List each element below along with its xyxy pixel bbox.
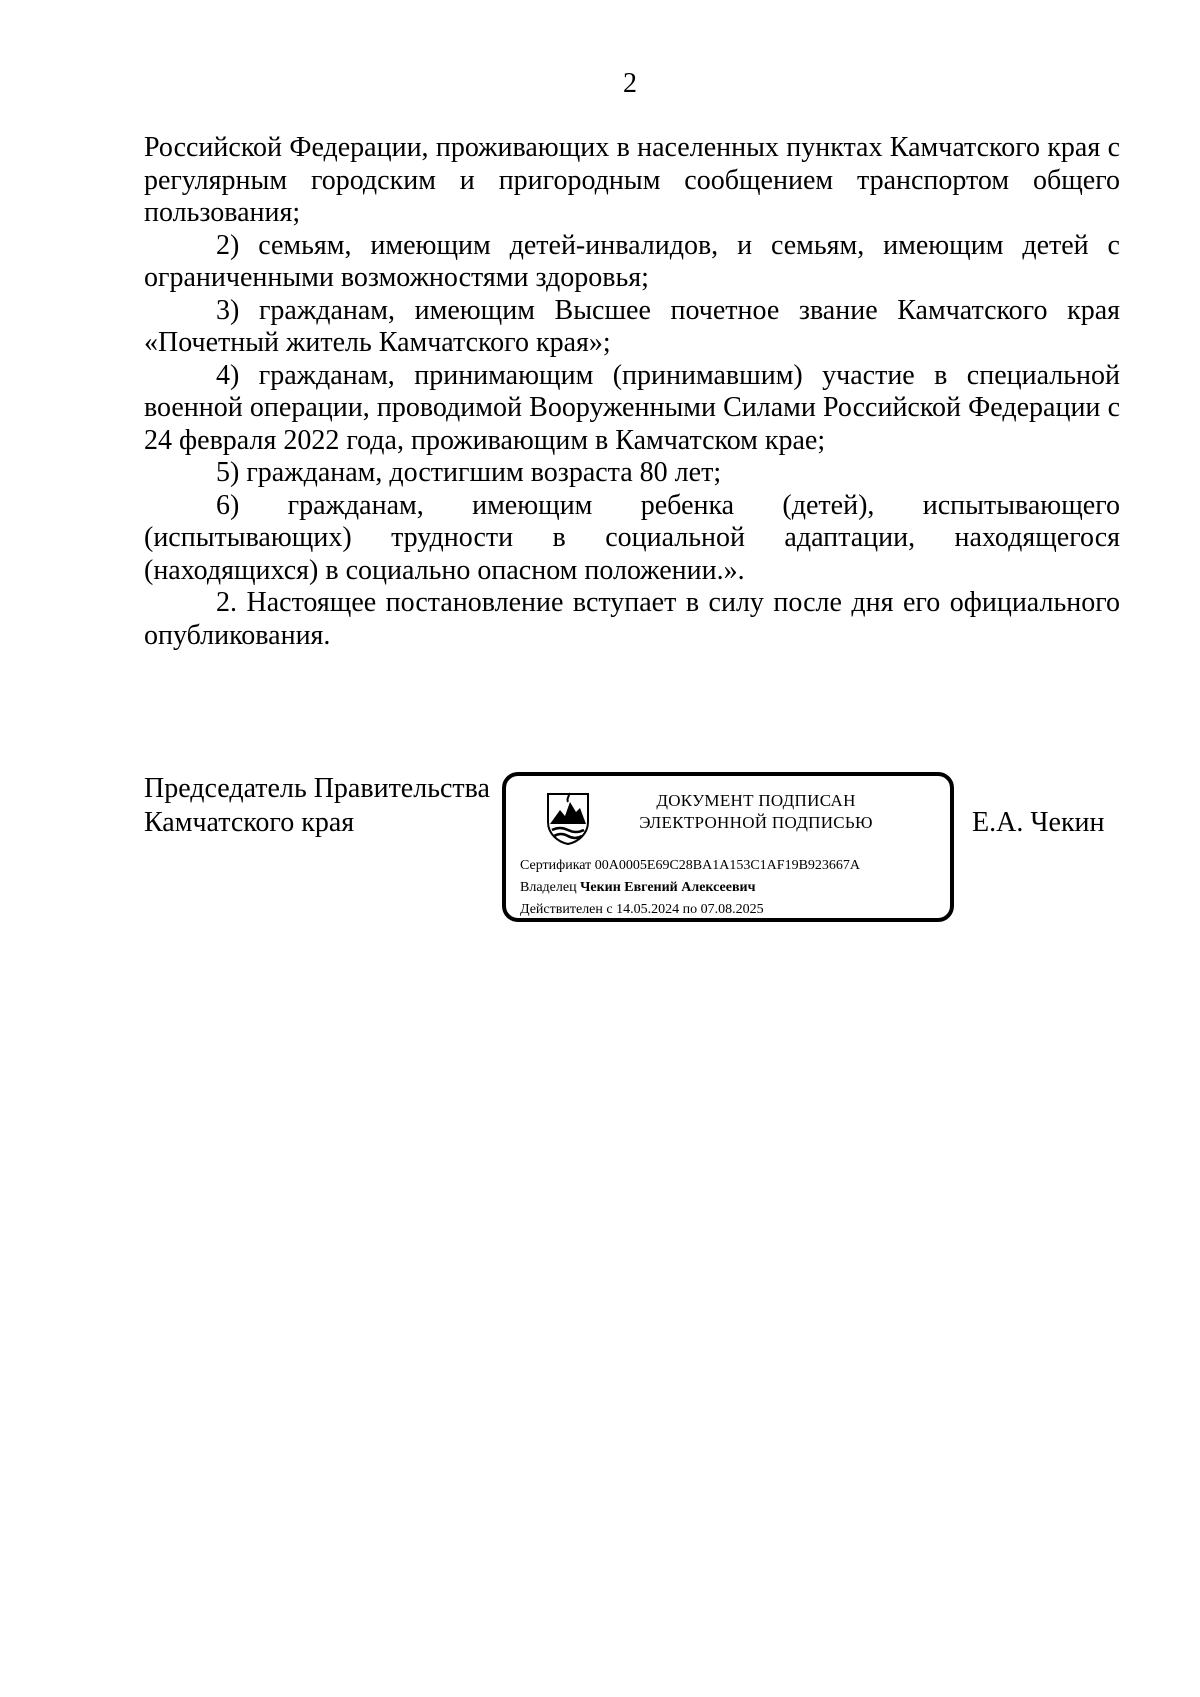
valid-to-label: по <box>682 902 698 917</box>
stamp-header-line2: ЭЛЕКТРОННОЙ ПОДПИСЬЮ <box>639 813 873 832</box>
kamchatka-coat-of-arms-icon <box>544 790 592 846</box>
signatory-position <box>144 772 490 840</box>
signatory-position-line1: Председатель Правительства <box>144 773 490 804</box>
owner-label: Владелец <box>520 880 577 895</box>
page-number: 2 <box>623 68 637 99</box>
list-item-4: 4) гражданам, принимающим (принимавшим) участие в специальной военной операции, проводимой Вооруженными Силами Российской Федерации с 24 февраля 2022 года, проживающим в Камчатском крае; <box>144 359 1120 456</box>
certificate-row <box>520 858 860 874</box>
owner-row <box>520 880 755 896</box>
signatory-name: Е.А. Чекин <box>972 807 1105 838</box>
list-item-5: 5) гражданам, достигшим возраста 80 лет; <box>216 457 722 488</box>
signature-block <box>144 772 1120 932</box>
list-item-3: 3) гражданам, имеющим Высшее почетное звание Камчатского края «Почетный житель Камчатского края»; <box>144 294 1120 358</box>
document-body <box>144 132 1120 652</box>
owner-name: Чекин Евгений Алексеевич <box>580 880 756 895</box>
certificate-number: 00A0005E69C28BA1A153C1AF19B923667A <box>594 858 861 873</box>
valid-to-date: 07.08.2025 <box>700 902 764 917</box>
stamp-header-line1: ДОКУМЕНТ ПОДПИСАН <box>656 791 856 810</box>
clause-2-paragraph: 2. Настоящее постановление вступает в силу после дня его официального опубликования. <box>144 587 1120 651</box>
signatory-position-line2: Камчатского края <box>144 807 355 838</box>
electronic-signature-stamp <box>502 772 954 922</box>
list-item-2: 2) семьям, имеющим детей-инвалидов, и семьям, имеющим детей с ограниченными возможностями здоровья; <box>144 229 1120 293</box>
validity-row <box>520 902 764 918</box>
stamp-header <box>606 790 906 834</box>
list-item-6: 6) гражданам, имеющим ребенка (детей), испытывающего (испытывающих) трудности в социальной адаптации, находящегося (находящихся) в социально опасном положении.». <box>144 489 1120 586</box>
certificate-label: Сертификат <box>520 858 592 873</box>
paragraph-continuation: Российской Федерации, проживающих в населенных пунктах Камчатского края с регулярным городским и пригородным сообщением транспортом общего пользования; <box>144 132 1120 228</box>
valid-from-label: Действителен с <box>520 902 613 917</box>
valid-from-date: 14.05.2024 <box>616 902 680 917</box>
